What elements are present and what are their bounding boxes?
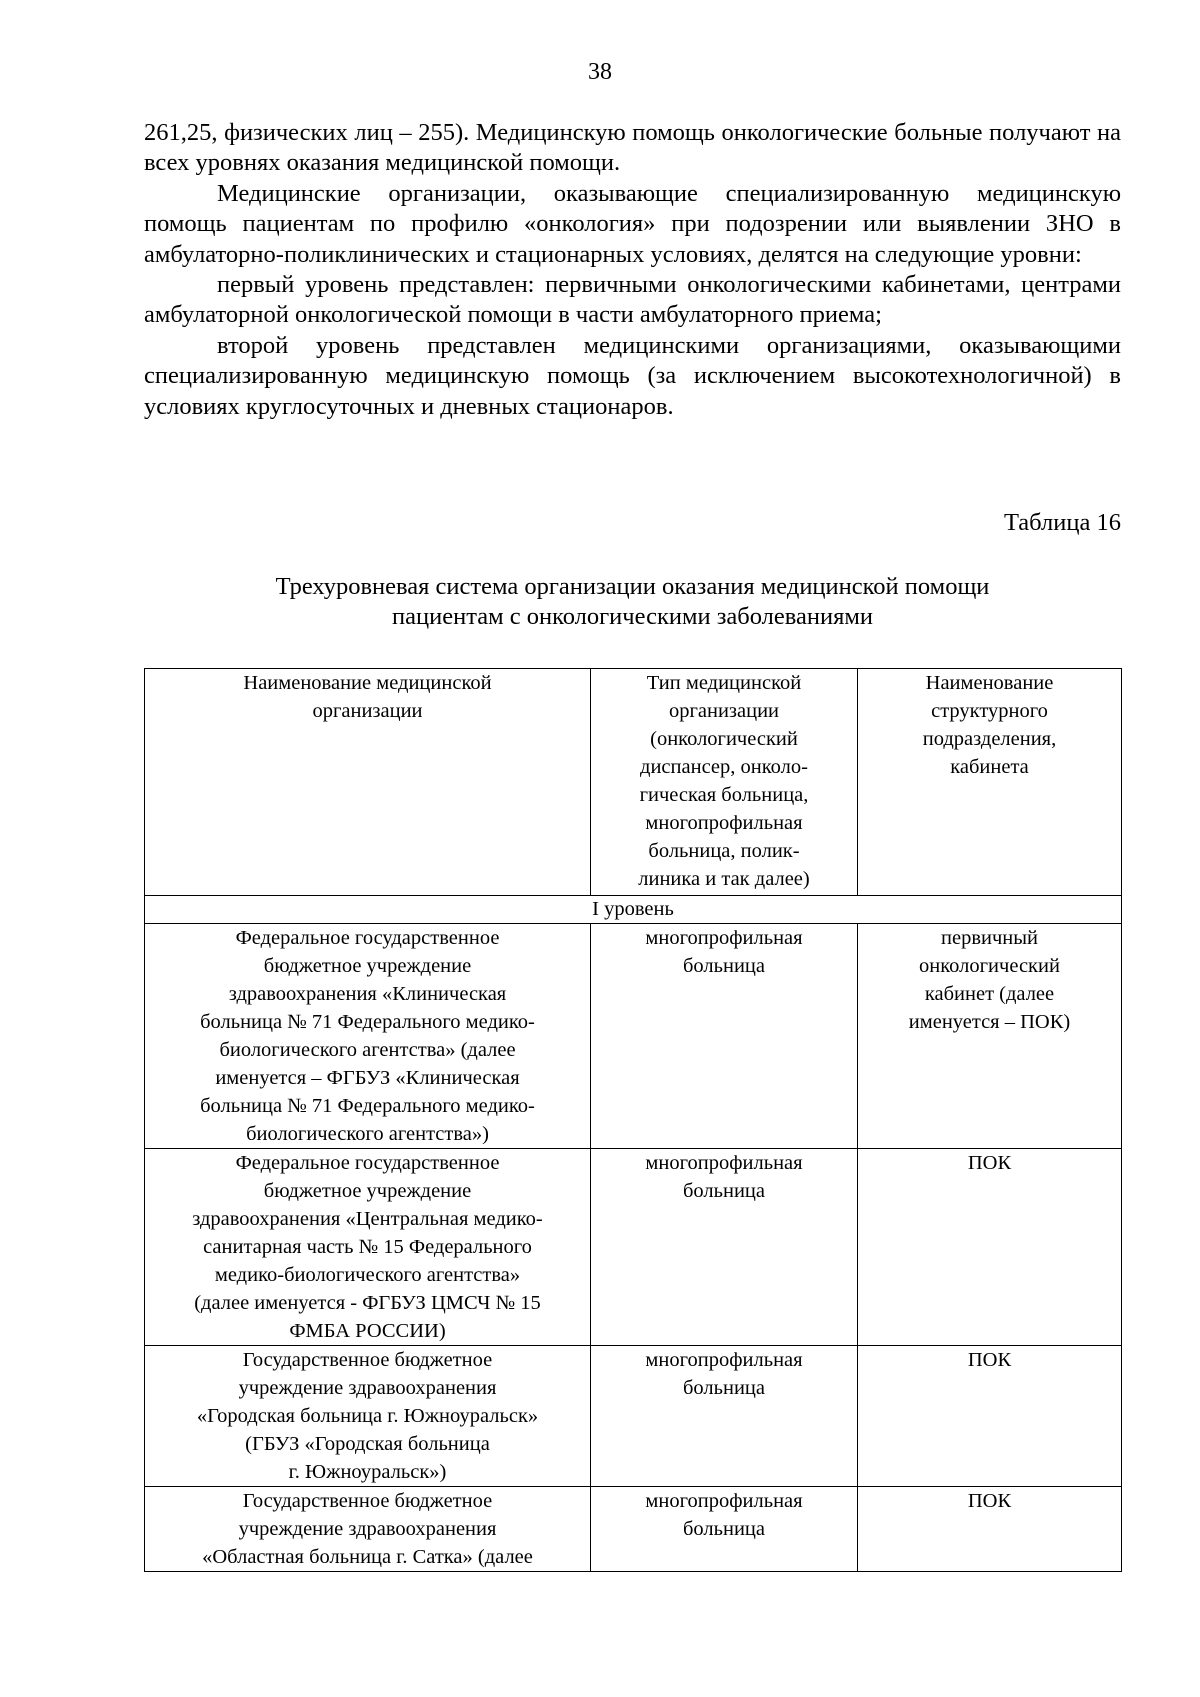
table-title-line-1: Трехуровневая система организации оказания медицинской помощи xyxy=(275,573,990,600)
paragraph-first-level: первый уровень представлен: первичными онкологическими кабинетами, центрами амбулаторной онкологической помощи в части амбулаторного приема; xyxy=(144,271,1121,329)
cell-structural-unit: ПОК xyxy=(858,1149,1122,1346)
cell-organization-type: многопрофильная больница xyxy=(591,1487,858,1572)
table-label: Таблица 16 xyxy=(1003,509,1121,536)
cell-organization-name: Федеральное государственное бюджетное учреждение здравоохранения «Центральная медико- санитарная часть № 15 Федерального медико-биологического агентства» (далее именуется - ФГБУЗ ЦМСЧ № 15 ФМБА РОССИИ) xyxy=(145,1149,591,1346)
cell-organization-type: многопрофильная больница xyxy=(591,924,858,1149)
cell-organization-type: многопрофильная больница xyxy=(591,1346,858,1487)
cell-structural-unit: первичный онкологический кабинет (далее именуется – ПОК) xyxy=(858,924,1122,1149)
level-row xyxy=(145,896,1122,924)
body-text xyxy=(144,118,1121,422)
organizations-table xyxy=(144,668,1122,1572)
table-row xyxy=(145,1487,1122,1572)
level-label: I уровень xyxy=(145,896,1122,924)
cell-organization-name: Государственное бюджетное учреждение здравоохранения «Областная больница г. Сатка» (далее xyxy=(145,1487,591,1572)
table-row xyxy=(145,1346,1122,1487)
cell-organization-type: многопрофильная больница xyxy=(591,1149,858,1346)
table-title xyxy=(144,572,1121,632)
paragraph-second-level: второй уровень представлен медицинскими организациями, оказывающими специализированную медицинскую помощь (за исключением высокотехнологичной) в условиях круглосуточных и дневных стационаров. xyxy=(144,331,1121,420)
table-row xyxy=(145,924,1122,1149)
cell-organization-name: Государственное бюджетное учреждение здравоохранения «Городская больница г. Южноуральск» (ГБУЗ «Городская больница г. Южноуральск») xyxy=(145,1346,591,1487)
cell-organization-name: Федеральное государственное бюджетное учреждение здравоохранения «Клиническая больница № 71 Федерального медико- биологического агентства» (далее именуется – ФГБУЗ «Клиническая больница № 71 Федерального медико- биологического агентства») xyxy=(145,924,591,1149)
paragraph-levels-intro: Медицинские организации, оказывающие специализированную медицинскую помощь пациентам по профилю «онкология» при подозрении или выявлении ЗНО в амбулаторно-поликлинических и стационарных условиях, делятся на следующие уровни: xyxy=(144,179,1121,268)
cell-structural-unit: ПОК xyxy=(858,1487,1122,1572)
header-organization-type: Тип медицинской организации (онкологический диспансер, онколо- гическая больница, многопрофильная больница, полик- линика и так далее) xyxy=(591,669,858,896)
table-row xyxy=(145,1149,1122,1346)
page-number: 38 xyxy=(588,59,612,85)
table-title-line-2: пациентам с онкологическими заболеваниями xyxy=(392,603,873,630)
paragraph-continuation: 261,25, физических лиц – 255). Медицинскую помощь онкологические больные получают на всех уровнях оказания медицинской помощи. xyxy=(144,119,1121,177)
table-header-row xyxy=(145,669,1122,896)
header-structural-unit: Наименование структурного подразделения, кабинета xyxy=(858,669,1122,896)
cell-structural-unit: ПОК xyxy=(858,1346,1122,1487)
header-organization-name: Наименование медицинской организации xyxy=(145,669,591,896)
